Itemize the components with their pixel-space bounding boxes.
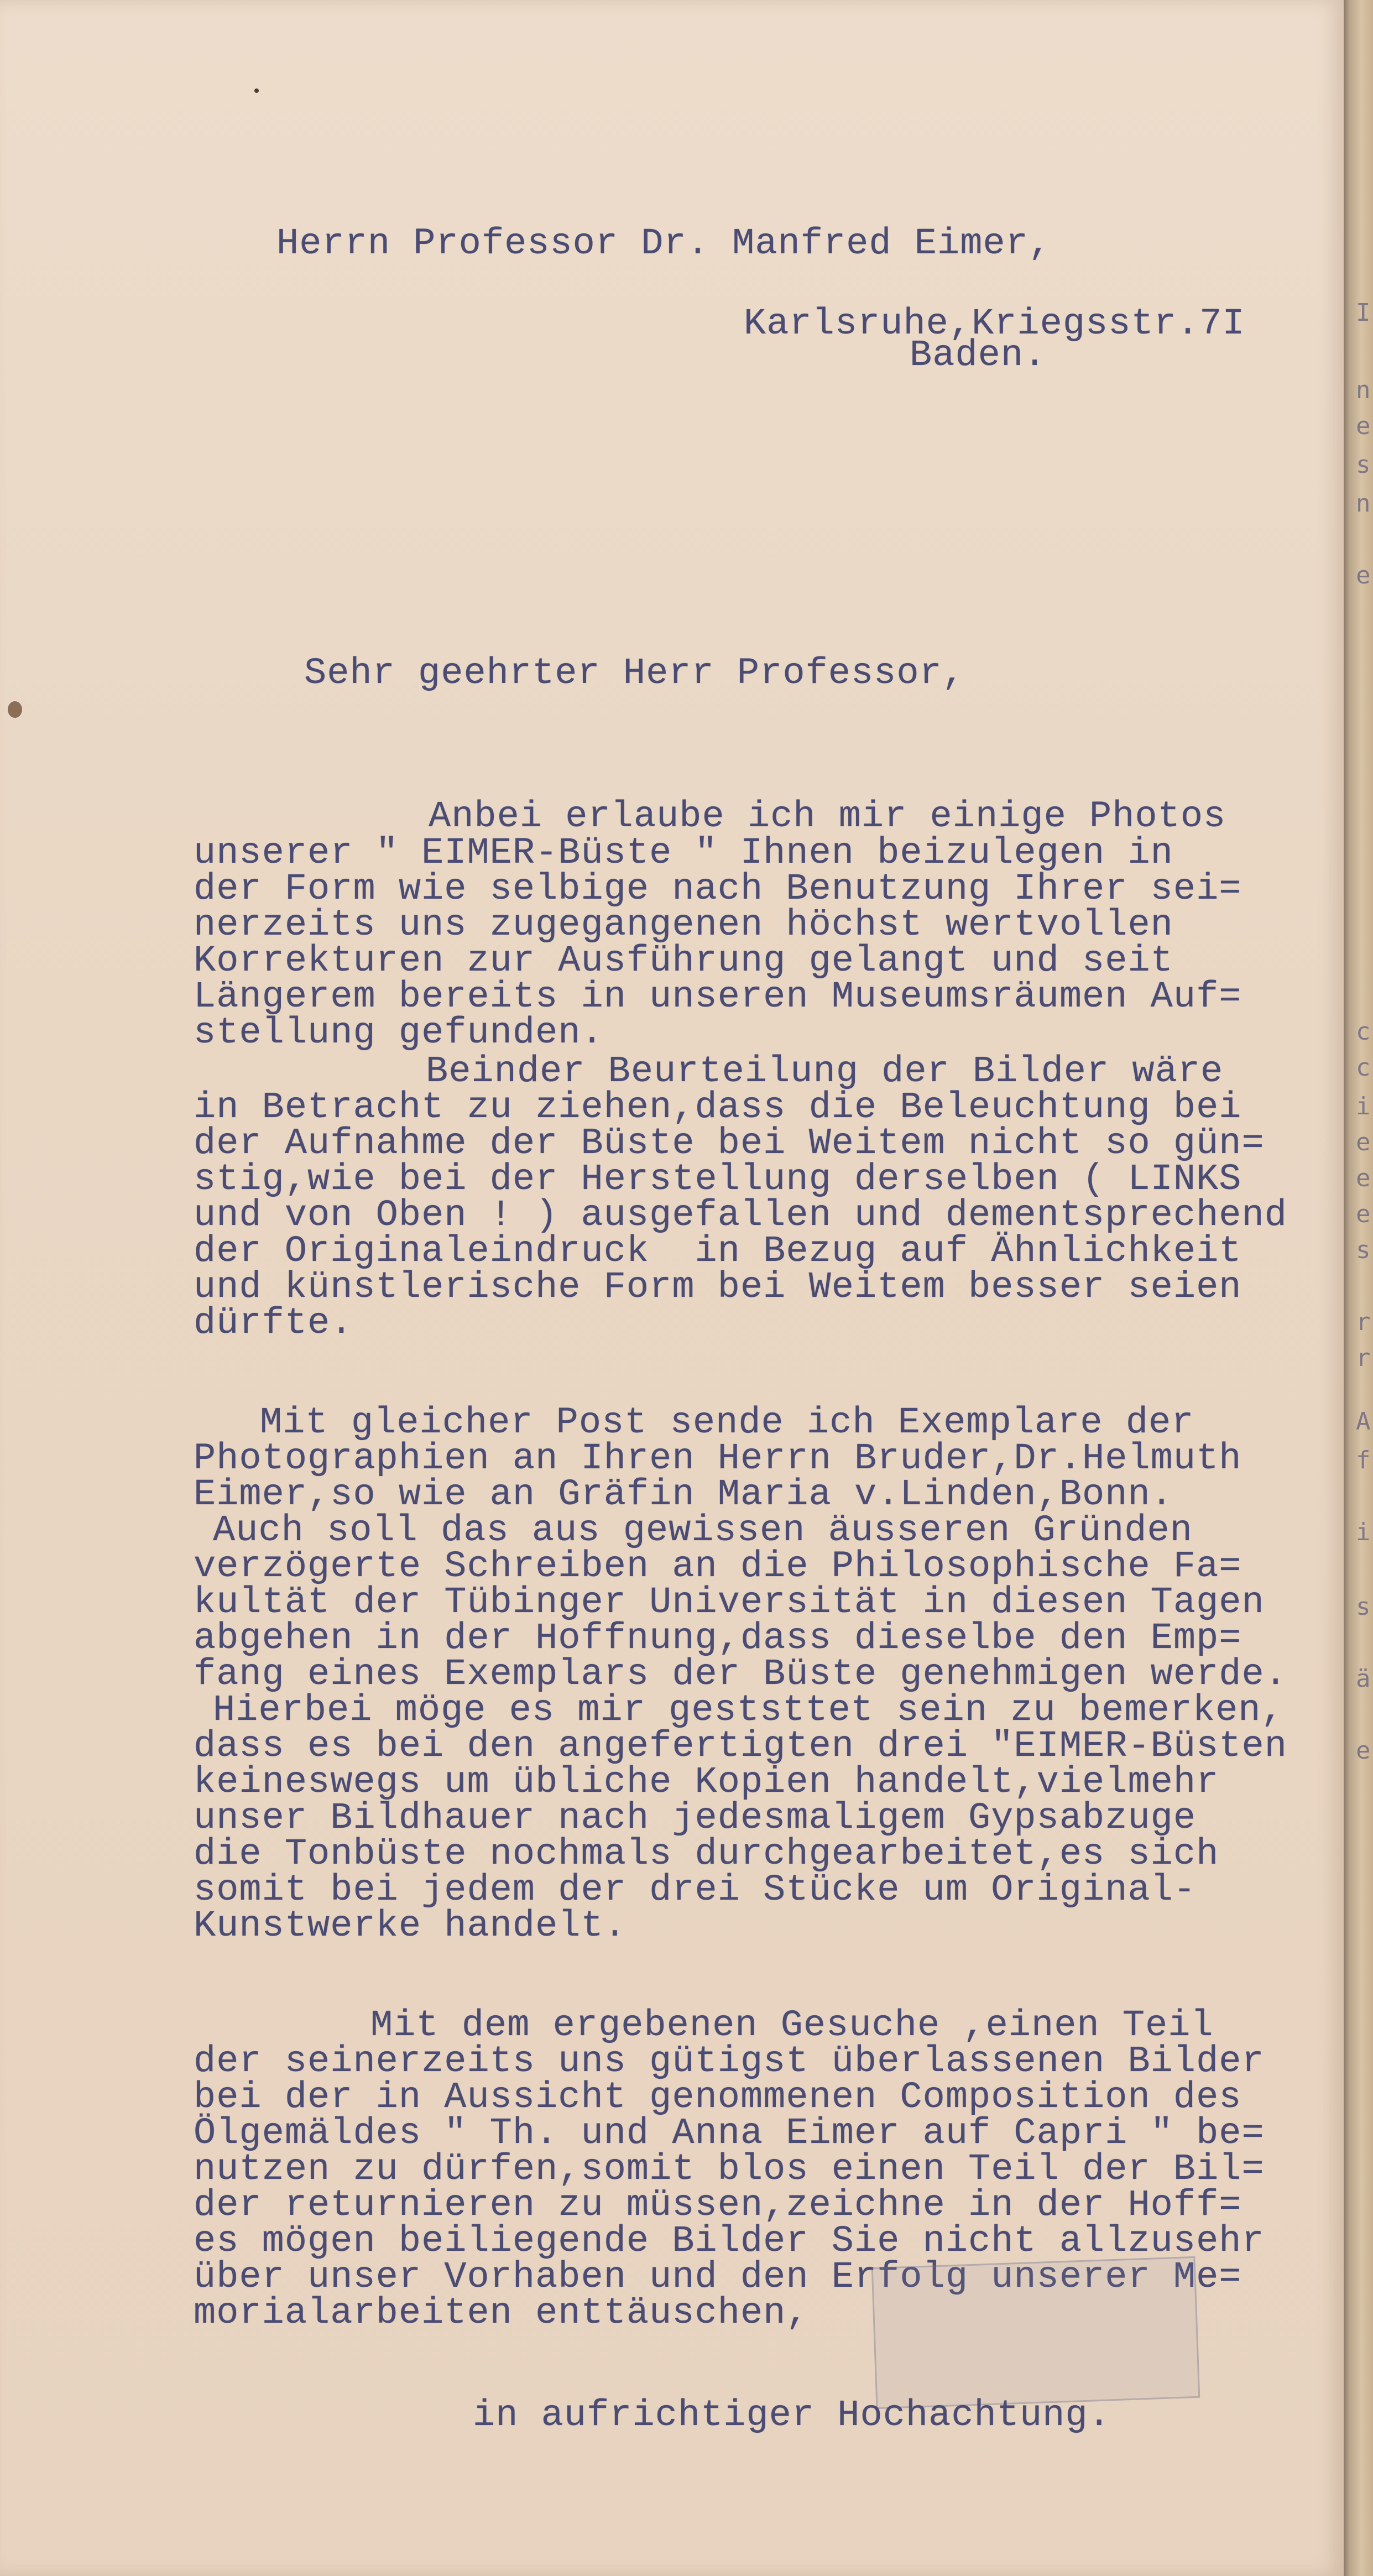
- body-line: nutzen zu dürfen,somit blos einen Teil der Bil=: [194, 2149, 1265, 2191]
- margin-fragment: f: [1356, 1446, 1371, 1474]
- body-line: Längerem bereits in unseren Museumsräumen Auf=: [194, 976, 1242, 1018]
- body-line: über unser Vorhaben und den Erfolg unserer Me=: [194, 2256, 1242, 2298]
- body-line: bei der in Aussicht genommenen Composition des: [194, 2077, 1242, 2119]
- margin-fragment: I: [1356, 299, 1371, 327]
- body-line: unser Bildhauer nach jedesmaligem Gypsabzuge: [194, 1797, 1197, 1839]
- margin-fragment: e: [1356, 1164, 1371, 1192]
- margin-fragment: s: [1356, 1593, 1371, 1621]
- body-line: die Tonbüste nochmals durchgearbeitet,es sich: [194, 1833, 1219, 1875]
- body-line: Korrekturen zur Ausführung gelangt und seit: [194, 940, 1173, 982]
- body-line: somit bei jedem der drei Stücke um Original-: [194, 1869, 1197, 1911]
- body-line: Beinder Beurteilung der Bilder wäre: [426, 1051, 1224, 1093]
- body-line: unserer " EIMER-Büste " Ihnen beizulegen in: [194, 832, 1173, 874]
- body-line: stig,wie bei der Herstellung derselben ( LINKS: [194, 1159, 1242, 1201]
- body-line: fang eines Exemplars der Büste genehmigen werde.: [194, 1654, 1287, 1696]
- body-line: der Originaleindruck in Bezug auf Ähnlichkeit: [194, 1230, 1242, 1273]
- body-line: der Aufnahme der Büste bei Weitem nicht so gün=: [194, 1123, 1265, 1165]
- body-line: dass es bei den angefertigten drei "EIMER-Büsten: [194, 1725, 1287, 1767]
- margin-fragment: e: [1356, 561, 1371, 590]
- body-line: verzögerte Schreiben an die Philosophische Fa=: [194, 1546, 1242, 1588]
- body-line: Auch soll das aus gewissen äusseren Gründen: [213, 1510, 1193, 1552]
- body-line: dürfte.: [194, 1302, 353, 1344]
- margin-fragment: e: [1356, 1200, 1371, 1228]
- margin-fragment: ä: [1356, 1665, 1371, 1693]
- address-street: Karlsruhe,Kriegsstr.7I: [744, 303, 1245, 345]
- margin-fragment: n: [1356, 489, 1371, 518]
- body-line: Mit dem ergebenen Gesuche ,einen Teil: [370, 2005, 1214, 2047]
- salutation: Sehr geehrter Herr Professor,: [304, 653, 965, 695]
- margin-fragment: e: [1356, 412, 1371, 440]
- margin-fragment: s: [1356, 1236, 1371, 1264]
- body-line: keineswegs um übliche Kopien handelt,vielmehr: [194, 1761, 1219, 1803]
- body-line: und künstlerische Form bei Weitem besser seien: [194, 1266, 1242, 1308]
- body-line: Kunstwerke handelt.: [194, 1905, 627, 1947]
- margin-fragment: A: [1356, 1407, 1371, 1436]
- ink-speck: [254, 88, 259, 93]
- margin-fragment: i: [1356, 1518, 1371, 1546]
- closing-line: in aufrichtiger Hochachtung.: [473, 2395, 1111, 2437]
- body-line: Anbei erlaube ich mir einige Photos: [429, 796, 1226, 838]
- margin-fragment: c: [1356, 1018, 1371, 1046]
- body-line: der returnieren zu müssen,zeichne in der Hoff=: [194, 2184, 1242, 2226]
- body-line: Eimer,so wie an Gräfin Maria v.Linden,Bonn.: [194, 1474, 1173, 1516]
- margin-fragment: e: [1356, 1128, 1371, 1156]
- body-line: es mögen beiliegende Bilder Sie nicht allzusehr: [194, 2220, 1265, 2262]
- body-line: stellung gefunden.: [194, 1012, 604, 1054]
- margin-fragment: i: [1356, 1092, 1371, 1120]
- body-line: Ölgemäldes " Th. und Anna Eimer auf Capri " be=: [194, 2113, 1265, 2155]
- margin-fragment: n: [1356, 376, 1371, 404]
- body-line: Photographien an Ihren Herrn Bruder,Dr.Helmuth: [194, 1438, 1242, 1480]
- body-line: nerzeits uns zugegangenen höchst wertvollen: [194, 904, 1173, 946]
- margin-fragment: r: [1356, 1344, 1371, 1372]
- address-city: Baden.: [910, 335, 1047, 377]
- body-line: morialarbeiten enttäuschen,: [194, 2292, 809, 2334]
- body-line: in Betracht zu ziehen,dass die Beleuchtung bei: [194, 1087, 1242, 1129]
- punch-hole: [8, 701, 22, 718]
- body-line: und von Oben ! ) ausgefallen und dementsprechend: [194, 1195, 1287, 1237]
- body-line: kultät der Tübinger Universität in diesen Tagen: [194, 1582, 1265, 1624]
- faded-archive-stamp: [871, 2256, 1200, 2409]
- margin-fragment: e: [1356, 1737, 1371, 1765]
- body-line: der seinerzeits uns gütigst überlassenen Bilder: [194, 2041, 1265, 2083]
- body-line: der Form wie selbige nach Benutzung Ihrer sei=: [194, 868, 1242, 910]
- body-line: Hierbei möge es mir geststtet sein zu bemerken,: [213, 1689, 1284, 1732]
- margin-fragment: s: [1356, 451, 1371, 479]
- margin-fragment: c: [1356, 1054, 1371, 1082]
- body-line: abgehen in der Hoffnung,dass dieselbe den Emp=: [194, 1618, 1242, 1660]
- recipient-line: Herrn Professor Dr. Manfred Eimer,: [276, 223, 1052, 265]
- body-line: Mit gleicher Post sende ich Exemplare der: [260, 1402, 1194, 1444]
- margin-fragment: r: [1356, 1308, 1371, 1336]
